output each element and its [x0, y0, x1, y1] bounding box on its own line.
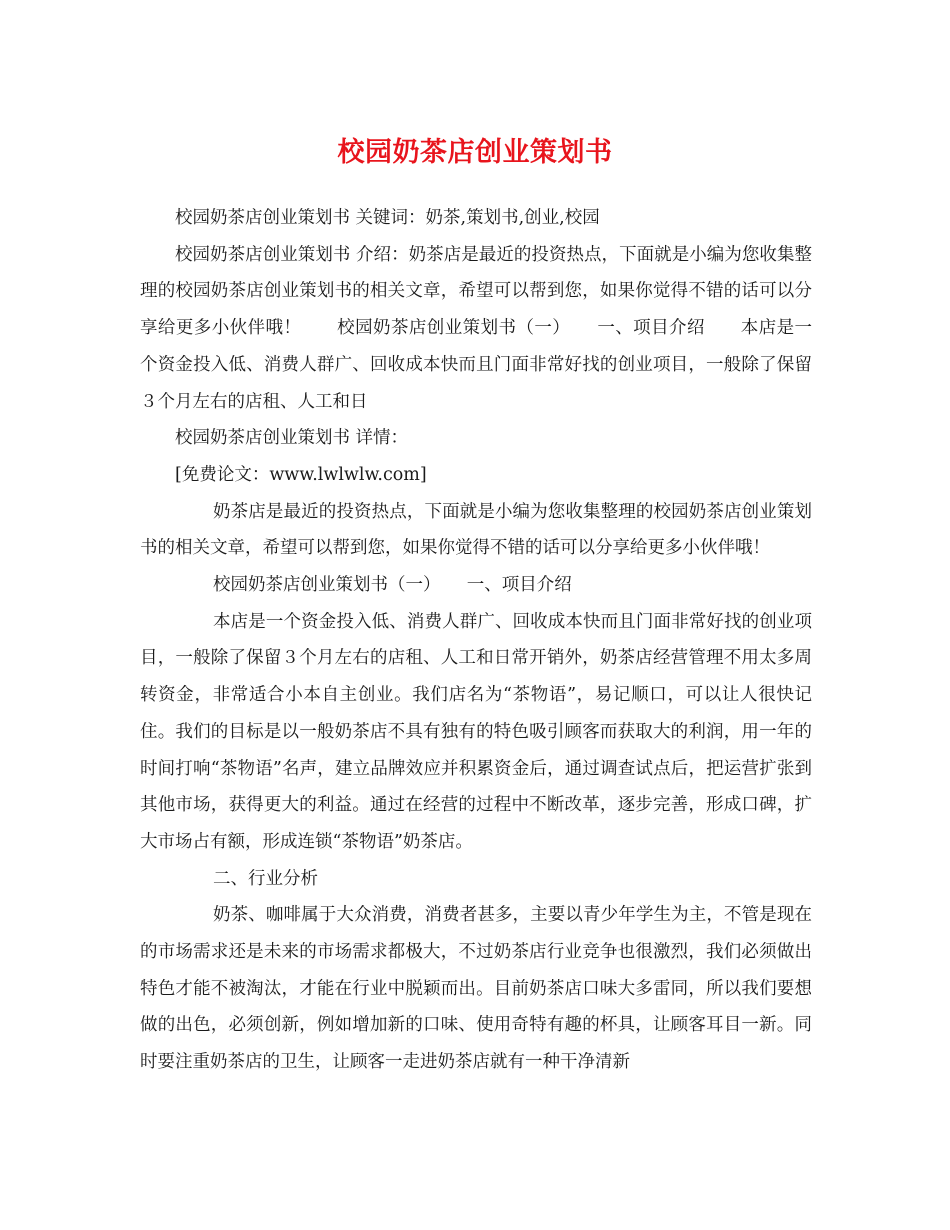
- document-title: 校园奶茶店创业策划书: [337, 137, 613, 168]
- details-label: 校园奶茶店创业策划书 详情：: [175, 428, 409, 449]
- keywords-paragraph: 校园奶茶店创业策划书 关键词：奶茶,策划书,创业,校园: [175, 208, 600, 228]
- section-heading-2: 二、行业分析: [213, 868, 318, 889]
- intro-paragraph: 校园奶茶店创业策划书 介绍：奶茶店是最近的投资热点，下面就是小编为您收集整理的校园奶茶店创业策划书的相关文章，希望可以帮到您，如果你觉得不错的话可以分享给更多小伙伴哦！ 校园奶茶店创业策划书（一） 一、项目介绍 本店是一个资金投入低、消费人群广、回收成本快而且门面非常好找的创业项目，一般除了保留３个月左右的店租、人工和日: [140, 244, 812, 412]
- body-paragraph-3: 奶茶、咖啡属于大众消费，消费者甚多，主要以青少年学生为主，不管是现在的市场需求还是未来的市场需求都极大，不过奶茶店行业竞争也很激烈，我们必须做出特色才能不被淘汰，才能在行业中脱颖而出。目前奶茶店口味大多雷同，所以我们要想做的出色，必须创新，例如增加新的口味、使用奇特有趣的杯具，让顾客耳目一新。同时要注重奶茶店的卫生，让顾客一走进奶茶店就有一种干净清新: [140, 905, 812, 1073]
- document-body: [140, 200, 812, 1081]
- source-note: [免费论文：www.lwlwlw.com]: [175, 464, 427, 485]
- body-paragraph-2: 本店是一个资金投入低、消费人群广、回收成本快而且门面非常好找的创业项目，一般除了保留３个月左右的店租、人工和日常开销外，奶茶店经营管理不用太多周转资金，非常适合小本自主创业。我们店名为“茶物语”，易记顺口，可以让人很快记住。我们的目标是以一般奶茶店不具有独有的特色吸引顾客而获取大的利润，用一年的时间打响“茶物语”名声，建立品牌效应并积累资金后，通过调查试点后，把运营扩张到其他市场，获得更大的利益。通过在经营的过程中不断改革，逐步完善，形成口碑，扩大市场占有额，形成连锁“茶物语”奶茶店。: [140, 611, 812, 852]
- body-paragraph-1: 奶茶店是最近的投资热点，下面就是小编为您收集整理的校园奶茶店创业策划书的相关文章，希望可以帮到您，如果你觉得不错的话可以分享给更多小伙伴哦！: [140, 501, 812, 559]
- section-heading-1: 校园奶茶店创业策划书（一） 一、项目介绍: [213, 575, 572, 596]
